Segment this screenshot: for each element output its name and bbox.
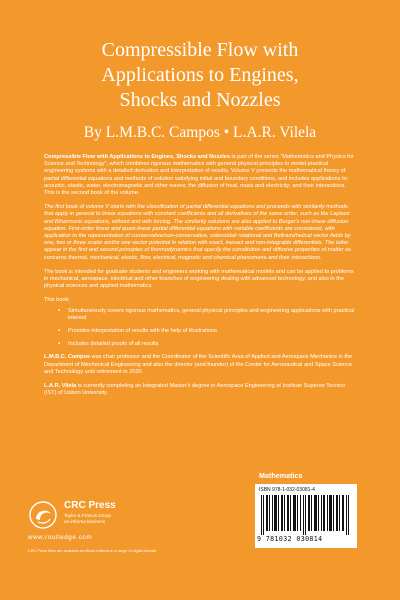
book-title bbox=[20, 38, 380, 113]
title-line-3: Shocks and Nozzles bbox=[119, 89, 281, 111]
publisher-group: Taylor & Francis Group bbox=[64, 513, 111, 518]
title-line-1: Compressible Flow with bbox=[101, 39, 299, 61]
subject-category: Mathematics bbox=[259, 471, 303, 480]
author-bio-text: was chair professor and the Coordinator of the Scientific Area of Applied and Aerospace Mechanics in the Department of Mechanical Engineering and also the director (and founder) of the Center for Aeronautical and Space Science and Technology until retirement in 2020. bbox=[44, 354, 353, 375]
ebook-footnote: CRC Press titles are available as eBook editions in a range of digital formats bbox=[28, 549, 157, 553]
author-bio-2 bbox=[44, 383, 356, 397]
author-bio-1 bbox=[44, 354, 356, 376]
barcode-bars bbox=[261, 495, 351, 535]
isbn-label: ISBN 978-1-032-03081-4 bbox=[259, 487, 315, 493]
publisher-tagline: an informa business bbox=[64, 519, 106, 524]
author-bio-name: L.M.B.C. Campos bbox=[44, 354, 90, 361]
feature-item: ▪ Provides interpretation of results with the help of illustrations bbox=[58, 328, 356, 335]
publisher-website: www.routledge.com bbox=[28, 534, 93, 541]
publisher-name: CRC Press bbox=[64, 500, 116, 511]
description-text-1: is part of the series “Mathematics and Physics for Science and Technology”, which combines rigorous mathematics with general physical principles to model practical engineering systems with a detailed derivation and interpretation of results. Volume V presents the mathematical theory of partial differential equations and methods of solution satisfying initial and boundary conditions, and includes applications to: acoustic, elastic, water, electromagnetic and other waves; the diffusion of heat, mass and electricity; and their interactions. This is the second book of the volume. bbox=[44, 154, 354, 197]
feature-list bbox=[58, 308, 356, 349]
description-paragraph-1 bbox=[44, 154, 356, 197]
crc-press-logo-icon bbox=[28, 500, 58, 530]
book-intro: This book: bbox=[44, 297, 70, 304]
description-block bbox=[44, 154, 356, 404]
series-book-title: Compressible Flow with Applications to Engines, Shocks and Nozzles bbox=[44, 154, 230, 160]
author-bio-text: is currently completing an Integrated Master's degree in Aerospace Engineering at Institute Superior Tecnico (IST) of Lisbon University. bbox=[44, 383, 346, 397]
barcode bbox=[255, 484, 357, 548]
feature-item: ▪ Includes detailed proofs of all results bbox=[58, 341, 356, 348]
author-bio-name: L.A.R. Vilela bbox=[44, 383, 77, 390]
description-paragraph-3: The book is intended for graduate students and engineers working with mathematical models and can be applied to problems in mechanical, aerospace, electrical and other branches of engineering dealing with advanced technology, and also in the physical sciences and applied mathematics. bbox=[44, 268, 354, 290]
title-line-2: Applications to Engines, bbox=[101, 64, 299, 86]
description-paragraph-2: The first book of volume V starts with the classification of partial differential equations and proceeds with similarity methods that apply in general to linear equations with constant coefficients and all derivatives of the same order, such as the Laplace and Biharmonic equations, without and with forcing. The similarity solutions are also applied to Burger's non-linear diffusion equation. First-order linear and quasi-linear partial differential equations with variable coefficients are considered, with application to the representation of conservative/non-conservative, solenoidal/ rotational and Beltrami/helical vector fields by one, two or three scalar and/or one vector potential in relation with exact, inexact and non-integrable differentials. The latter appear in the first and second principles of thermodynamics that specify the constitutive and diffusive properties of matter as concerns thermal, mechanical, elastic, flow, electrical, magnetic and chemical phenomena and their interactions. bbox=[44, 204, 351, 261]
authors: By L.M.B.C. Campos • L.A.R. Vilela bbox=[83, 124, 317, 141]
barcode-digits: 9 781032 030814 bbox=[257, 535, 323, 543]
feature-item: ▪ Simultaneously covers rigorous mathematics, general physical principles and engineering applications with practical interest bbox=[58, 308, 356, 322]
